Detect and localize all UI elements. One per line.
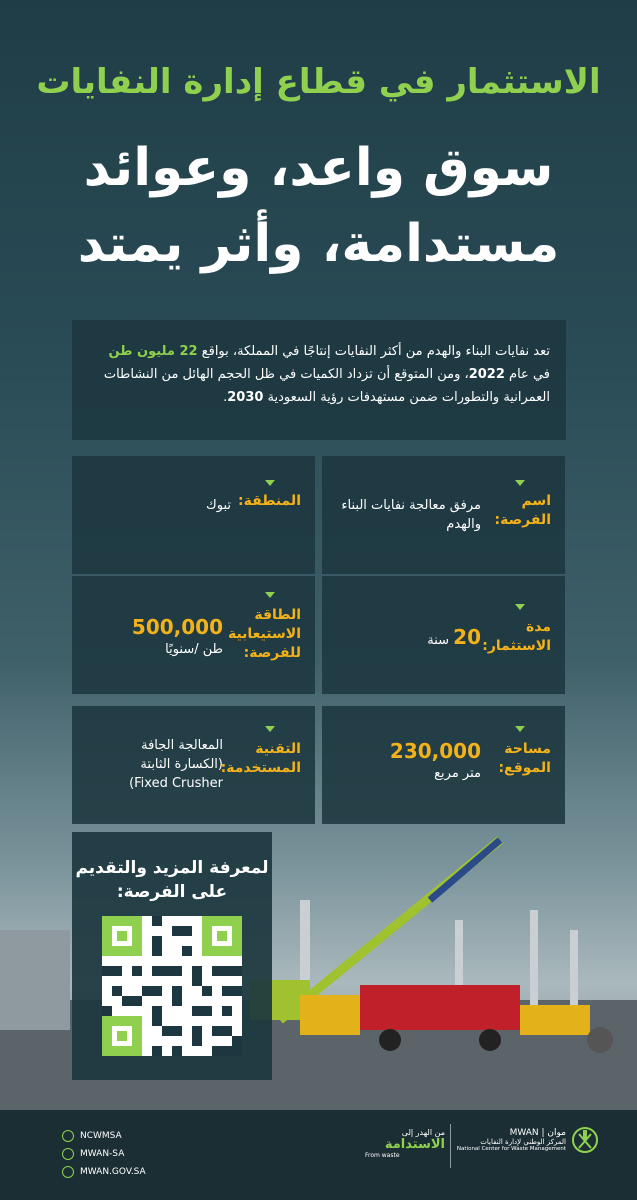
- qr-title: لمعرفة المزيد والتقديم على الفرصة:: [75, 858, 269, 902]
- triangle-icon: [265, 480, 275, 486]
- saudi-emblem-icon: [570, 1126, 600, 1162]
- triangle-icon: [265, 592, 275, 598]
- card-duration: [322, 576, 565, 694]
- headline-line-1: سوق واعد، وعوائد: [83, 138, 554, 198]
- card-label: الطاقة الاستيعابية للفرصة:: [227, 607, 301, 661]
- slogan-logo: من الهدر إلى الاستدامة From waste: [365, 1128, 445, 1159]
- triangle-icon: [515, 480, 525, 486]
- card-technology: [72, 706, 315, 824]
- social-linkedin[interactable]: MWAN-SA: [62, 1148, 124, 1160]
- mwan-logo-text: MWAN | موان المركز الوطني لإدارة النفايات National Center for Waste Management: [456, 1128, 566, 1152]
- card-opportunity-name: [322, 456, 565, 574]
- footer: [0, 1110, 637, 1200]
- triangle-icon: [515, 604, 525, 610]
- social-x[interactable]: NCWMSA: [62, 1130, 122, 1142]
- globe-icon: [62, 1166, 74, 1178]
- qr-code-icon[interactable]: [102, 916, 242, 1056]
- x-icon: [62, 1130, 74, 1142]
- card-label: المنطقة:: [238, 493, 301, 509]
- headline-line-2: مستدامة، وأثر يمتد: [77, 214, 560, 274]
- card-capacity: [72, 576, 315, 694]
- card-value: المعالجة الجافة (الكسارة الثابتة (Fixed Crusher: [129, 738, 223, 791]
- divider: [450, 1124, 451, 1168]
- card-value: تبوك: [206, 498, 231, 513]
- intro-paragraph: تعد نفايات البناء والهدم من أكثر النفايات إنتاجًا في المملكة، بواقع 22 مليون طن في عام 2022، ومن المتوقع أن تزداد الكميات في ظل الحجم الهائل من النشاطات العمرانية والتطورات ضمن مستهدفات رؤية السعودية 2030.: [72, 320, 566, 440]
- card-value: مرفق معالجة نفايات البناء والهدم: [341, 498, 481, 532]
- card-label: التقنية المستخدمة:: [220, 741, 301, 776]
- kicker-title: الاستثمار في قطاع إدارة النفايات: [36, 62, 601, 102]
- card-label: مدة الاستثمار:: [482, 619, 551, 654]
- card-value: 20 سنة: [427, 625, 481, 649]
- linkedin-icon: [62, 1148, 74, 1160]
- triangle-icon: [265, 726, 275, 732]
- card-value: 500,000 طن /سنويًا: [131, 615, 223, 657]
- card-value: 230,000 متر مربع: [389, 739, 481, 781]
- card-label: مساحة الموقع:: [498, 741, 551, 776]
- card-site-area: [322, 706, 565, 824]
- qr-panel: [72, 832, 272, 1080]
- triangle-icon: [515, 726, 525, 732]
- card-label: اسم الفرصة:: [494, 493, 551, 528]
- card-region: [72, 456, 315, 574]
- social-website[interactable]: MWAN.GOV.SA: [62, 1166, 146, 1178]
